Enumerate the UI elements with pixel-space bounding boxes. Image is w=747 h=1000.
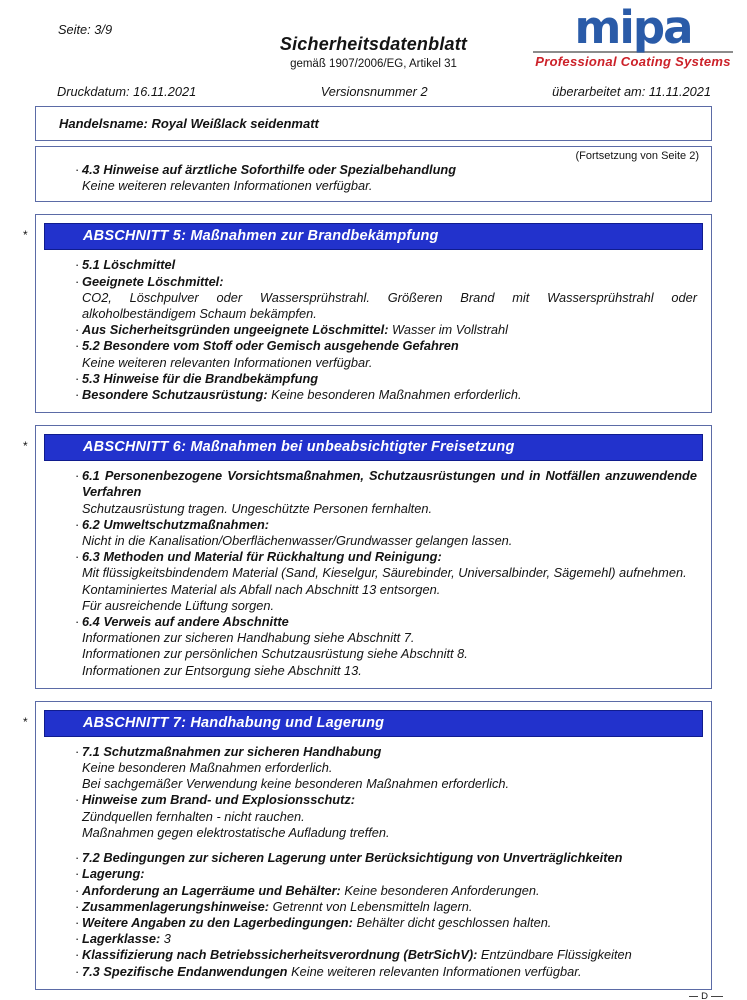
section5-banner: ABSCHNITT 5: Maßnahmen zur Brandbekämpfung	[44, 223, 703, 250]
bold-label: 7.1 Schutzmaßnahmen zur sicheren Handhabung	[82, 743, 382, 759]
text-line	[75, 338, 697, 354]
section7-box	[23, 701, 712, 990]
mipa-logo	[531, 1, 735, 69]
bold-label: 5.2 Besondere vom Stoff oder Gemisch ausgehende Gefahren	[82, 338, 459, 354]
bold-label: 5.3 Hinweise für die Brandbekämpfung	[82, 370, 319, 386]
bold-label: Zusammenlagerungshinweise:	[82, 898, 270, 914]
text-line: Informationen zur sicheren Handhabung siehe Abschnitt 7.	[82, 630, 415, 646]
bullet-dot: ·	[75, 914, 80, 930]
bold-label: Anforderung an Lagerräume und Behälter:	[82, 882, 341, 898]
bullet-dot: ·	[75, 257, 80, 273]
text-line: · Zusammenlagerungshinweise: Getrennt von Lebensmitteln lagern.	[75, 898, 473, 914]
bullet-dot: ·	[75, 931, 80, 947]
bold-label: Lagerung:	[82, 866, 145, 882]
text-line	[75, 743, 697, 760]
text-line	[75, 516, 697, 533]
document-title: Sicherheitsdatenblatt	[279, 34, 468, 54]
section6-content	[36, 461, 711, 680]
text-line: · Besondere Schutzausrüstung: Keine besonderen Maßnahmen erforderlich.	[75, 387, 522, 403]
bold-label: Aus Sicherheitsgründen ungeeignete Löschmittel:	[82, 322, 389, 338]
section6-banner: ABSCHNITT 6: Maßnahmen bei unbeabsichtigter Freisetzung	[44, 434, 703, 461]
continuation-note: (Fortsetzung von Seite 2)	[575, 150, 699, 162]
bullet-dot: ·	[75, 850, 80, 866]
bullet-dot: ·	[75, 468, 80, 484]
mipa-logo-wordmark: mipa	[574, 1, 692, 54]
text-line: Keine weiteren relevanten Informationen verfügbar.	[82, 354, 373, 370]
text-line	[75, 468, 697, 500]
text-line	[75, 614, 697, 630]
bold-label: 7.3 Spezifische Endanwendungen	[82, 963, 288, 979]
text-line	[75, 866, 697, 882]
footer-dash	[711, 996, 723, 997]
text-line: · Lagerklasse: 3	[75, 931, 171, 947]
text-line: Keine besonderen Maßnahmen erforderlich.	[82, 760, 333, 776]
trade-name-box	[35, 106, 712, 141]
bold-label: 6.2 Umweltschutzmaßnahmen:	[82, 516, 270, 532]
text-line	[75, 257, 697, 273]
section7-content	[36, 737, 711, 981]
text-line: Kontaminiertes Material als Abfall nach Abschnitt 13 entsorgen.	[82, 581, 441, 597]
bold-label: 6.3 Methoden und Material für Rückhaltung und Reinigung:	[82, 549, 442, 565]
text-line: · Anforderung an Lagerräume und Behälter: Keine besonderen Anforderungen.	[75, 882, 540, 898]
revision-star-marker: *	[23, 714, 28, 729]
bullet-dot: ·	[75, 273, 80, 289]
footer-dash	[689, 996, 698, 997]
bold-label: 6.1 Personenbezogene Vorsichtsmaßnahmen, Schutzausrüstungen und in Notfällen anzuwendende Verfahren	[82, 468, 697, 500]
bold-label: Geeignete Löschmittel:	[82, 273, 224, 289]
bullet-dot: ·	[75, 549, 80, 565]
section5-box	[23, 214, 712, 413]
text-line: · 7.3 Spezifische Endanwendungen Keine weiteren relevanten Informationen verfügbar.	[75, 963, 582, 979]
text-line	[75, 370, 697, 387]
text-line: Maßnahmen gegen elektrostatische Aufladung treffen.	[82, 824, 390, 840]
text-line	[75, 273, 697, 290]
bullet-dot: ·	[75, 947, 80, 963]
section6-box	[23, 425, 712, 689]
text-line	[75, 850, 697, 866]
country-code-letter: D	[701, 990, 708, 1000]
bullet-dot: ·	[75, 614, 80, 630]
bold-label: Hinweise zum Brand- und Explosionsschutz:	[82, 792, 356, 808]
bold-label: Besondere Schutzausrüstung:	[82, 387, 268, 403]
text-line: Keine weiteren relevanten Informationen verfügbar.	[82, 178, 373, 194]
bold-label: Klassifizierung nach Betriebssicherheitsverordnung (BetrSichV):	[82, 947, 478, 963]
bold-label: 5.1 Löschmittel	[82, 257, 176, 273]
text-line: Informationen zur persönlichen Schutzausrüstung siehe Abschnitt 8.	[82, 646, 468, 662]
text-line: Schutzausrüstung tragen. Ungeschützte Personen fernhalten.	[82, 500, 433, 516]
bold-label: Lagerklasse:	[82, 931, 161, 947]
text-line: · Weitere Angaben zu den Lagerbedingungen: Behälter dicht geschlossen halten.	[75, 914, 552, 930]
bold-label: 6.4 Verweis auf andere Abschnitte	[82, 614, 289, 630]
bullet-dot: ·	[75, 387, 80, 403]
bold-label: 4.3 Hinweise auf ärztliche Soforthilfe oder Spezialbehandlung	[82, 162, 457, 177]
section4-continuation-box	[35, 146, 712, 202]
revised-date-label: überarbeitet am: 11.11.2021	[552, 84, 711, 99]
bullet-dot: ·	[75, 963, 80, 979]
bullet-dot: ·	[75, 516, 80, 532]
section5-content	[36, 250, 711, 404]
country-code-mark	[0, 991, 723, 1000]
trade-name-label: Handelsname: Royal Weißlack seidenmatt	[59, 116, 319, 131]
text-line	[75, 792, 697, 808]
text-line: Nicht in die Kanalisation/Oberflächenwasser/Grundwasser gelangen lassen.	[82, 533, 513, 549]
document-subtitle: gemäß 1907/2006/EG, Artikel 31	[290, 58, 457, 70]
version-label: Versionsnummer 2	[320, 84, 428, 99]
text-line: CO2, Löschpulver oder Wassersprühstrahl. Größeren Brand mit Wassersprühstrahl oder alkoholbeständigem Schaum bekämpfen.	[82, 289, 697, 322]
bullet-dot: ·	[75, 866, 80, 882]
document-meta-row	[57, 84, 711, 99]
revision-star-marker: *	[23, 439, 28, 454]
text-line: · Aus Sicherheitsgründen ungeeignete Löschmittel: Wasser im Vollstrahl	[75, 322, 508, 338]
revision-star-marker: *	[23, 228, 28, 243]
section7-banner: ABSCHNITT 7: Handhabung und Lagerung	[44, 710, 703, 737]
bullet-dot: ·	[75, 792, 80, 808]
bullet-dot: ·	[75, 162, 80, 177]
text-line: · Klassifizierung nach Betriebssicherheitsverordnung (BetrSichV): Entzündbare Flüssigkeiten	[75, 947, 632, 963]
bullet-dot: ·	[75, 370, 80, 386]
text-line: Mit flüssigkeitsbindendem Material (Sand, Kieselgur, Säurebinder, Universalbinder, Sägemehl) aufnehmen.	[82, 565, 687, 581]
section4-content	[36, 162, 701, 194]
text-line: Informationen zur Entsorgung siehe Abschnitt 13.	[82, 662, 362, 678]
print-date-label: Druckdatum: 16.11.2021	[57, 84, 197, 99]
page-number-label: Seite: 3/9	[58, 22, 113, 37]
text-line	[75, 549, 697, 565]
bullet-dot: ·	[75, 338, 80, 354]
text-line: Bei sachgemäßer Verwendung keine besonderen Maßnahmen erforderlich.	[82, 776, 510, 792]
page-header	[0, 0, 747, 104]
bullet-dot: ·	[75, 743, 80, 759]
bullet-dot: ·	[75, 882, 80, 898]
bullet-dot: ·	[75, 898, 80, 914]
text-line: Zündquellen fernhalten - nicht rauchen.	[82, 808, 305, 824]
text-line	[75, 162, 687, 178]
bullet-dot: ·	[75, 322, 80, 338]
bold-label: 7.2 Bedingungen zur sicheren Lagerung unter Berücksichtigung von Unverträglichkeiten	[82, 850, 623, 866]
logo-slogan: Professional Coating Systems	[535, 54, 731, 69]
text-line: Für ausreichende Lüftung sorgen.	[82, 597, 275, 613]
bold-label: Weitere Angaben zu den Lagerbedingungen:	[82, 914, 353, 930]
